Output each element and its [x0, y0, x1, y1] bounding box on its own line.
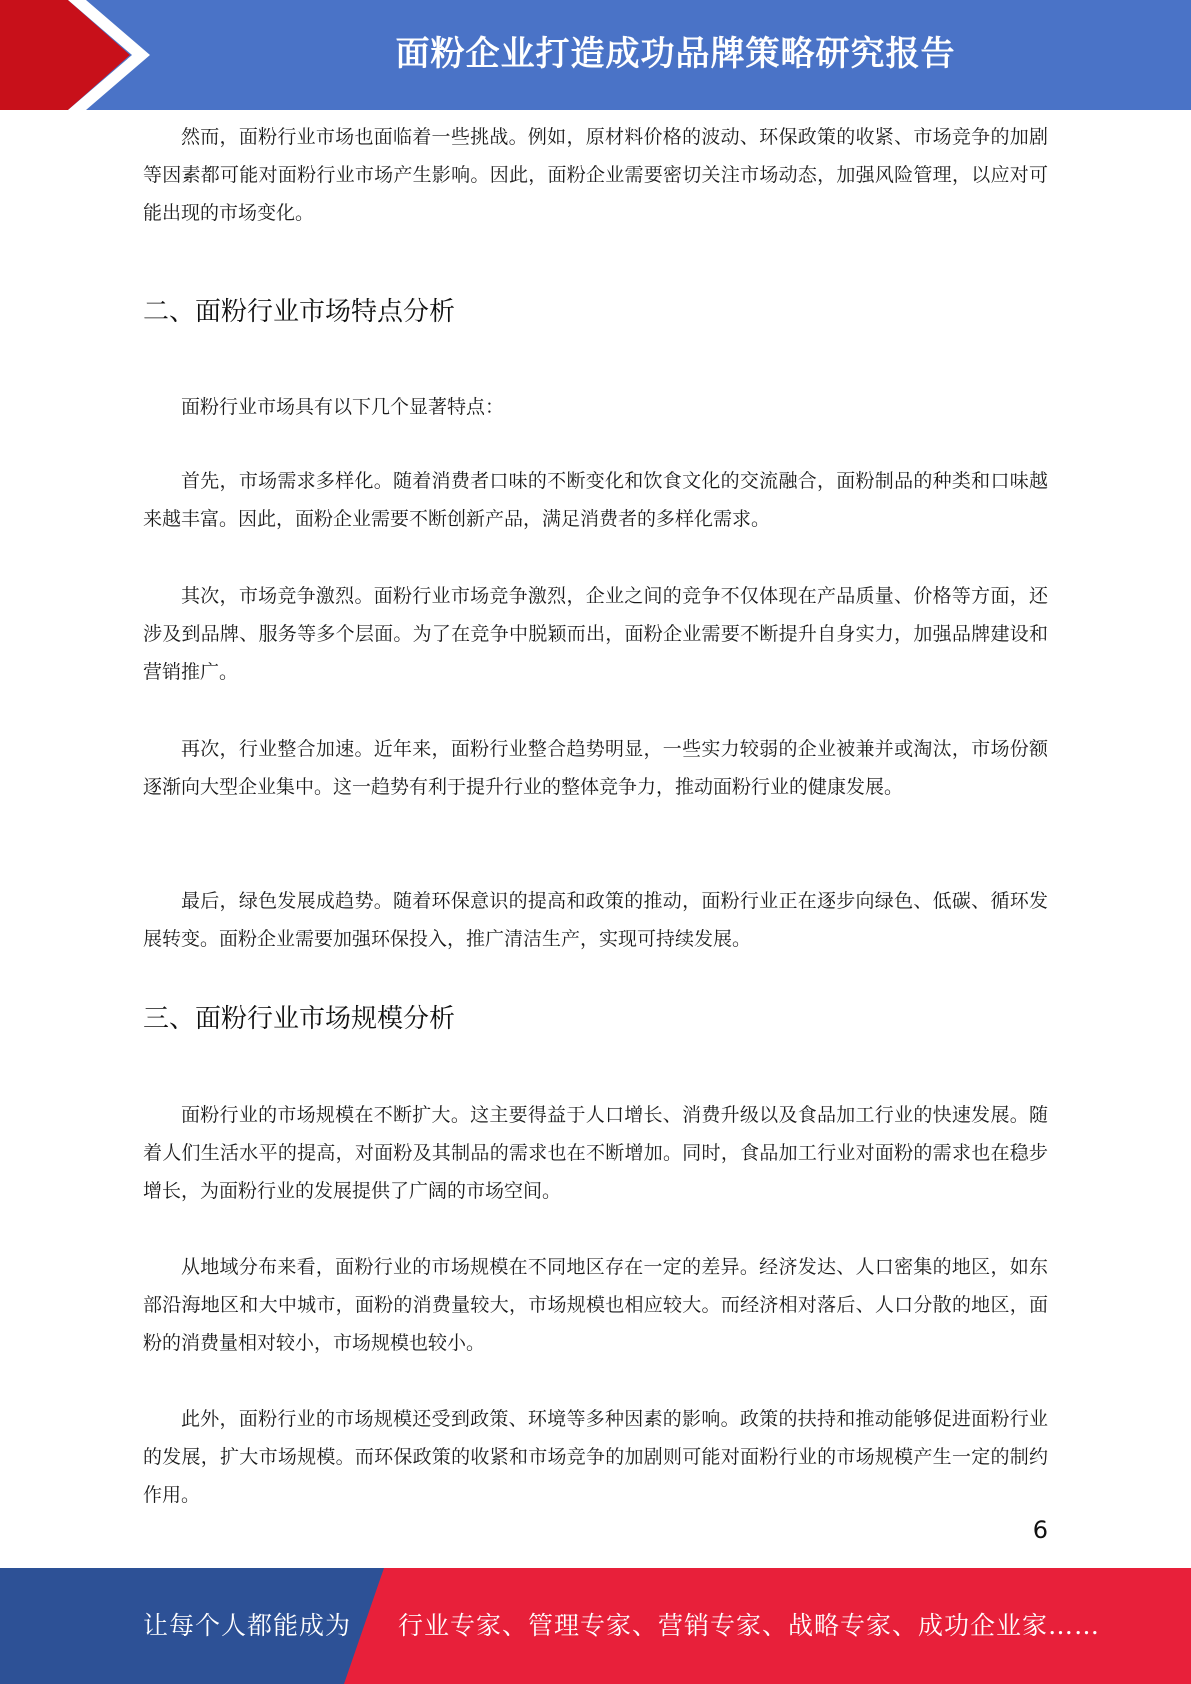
paragraph: 再次，行业整合加速。近年来，面粉行业整合趋势明显，一些实力较弱的企业被兼并或淘汰，市场份额逐渐向大型企业集中。这一趋势有利于提升行业的整体竞争力，推动面粉行业的健康发展。 — [143, 738, 1048, 798]
section-heading: 三、面粉行业市场规模分析 — [143, 1004, 456, 1034]
footer-slogan-left: 让每个人都能成为 — [143, 1611, 352, 1640]
paragraph: 此外，面粉行业的市场规模还受到政策、环境等多种因素的影响。政策的扶持和推动能够促进面粉行业的发展，扩大市场规模。而环保政策的收紧和市场竞争的加剧则可能对面粉行业的市场规模产生一定的制约作用。 — [143, 1408, 1048, 1506]
paragraph: 其次，市场竞争激烈。面粉行业市场竞争激烈，企业之间的竞争不仅体现在产品质量、价格等方面，还涉及到品牌、服务等多个层面。为了在竞争中脱颖而出，面粉企业需要不断提升自身实力，加强品牌建设和营销推广。 — [143, 585, 1048, 683]
paragraph: 首先，市场需求多样化。随着消费者口味的不断变化和饮食文化的交流融合，面粉制品的种类和口味越来越丰富。因此，面粉企业需要不断创新产品，满足消费者的多样化需求。 — [143, 470, 1048, 530]
paragraph: 最后，绿色发展成趋势。随着环保意识的提高和政策的推动，面粉行业正在逐步向绿色、低碳、循环发展转变。面粉企业需要加强环保投入，推广清洁生产，实现可持续发展。 — [143, 890, 1048, 950]
paragraph: 面粉行业的市场规模在不断扩大。这主要得益于人口增长、消费升级以及食品加工行业的快速发展。随着人们生活水平的提高，对面粉及其制品的需求也在不断增加。同时，食品加工行业对面粉的需求也在稳步增长，为面粉行业的发展提供了广阔的市场空间。 — [143, 1104, 1048, 1202]
paragraph: 然而，面粉行业市场也面临着一些挑战。例如，原材料价格的波动、环保政策的收紧、市场竞争的加剧等因素都可能对面粉行业市场产生影响。因此，面粉企业需要密切关注市场动态，加强风险管理，以应对可能出现的市场变化。 — [143, 126, 1048, 224]
paragraph: 面粉行业市场具有以下几个显著特点： — [181, 396, 505, 418]
footer-slogan-right: 行业专家、管理专家、营销专家、战略专家、成功企业家…… — [398, 1611, 1101, 1640]
document-title: 面粉企业打造成功品牌策略研究报告 — [395, 34, 956, 74]
page-footer — [0, 1568, 1191, 1684]
page-header — [0, 0, 1191, 110]
section-heading: 二、面粉行业市场特点分析 — [143, 297, 456, 327]
paragraph: 从地域分布来看，面粉行业的市场规模在不同地区存在一定的差异。经济发达、人口密集的地区，如东部沿海地区和大中城市，面粉的消费量较大，市场规模也相应较大。而经济相对落后、人口分散的地区，面粉的消费量相对较小，市场规模也较小。 — [143, 1256, 1048, 1354]
page-number: 6 — [1032, 1516, 1048, 1544]
header-red-arrow — [0, 0, 140, 110]
